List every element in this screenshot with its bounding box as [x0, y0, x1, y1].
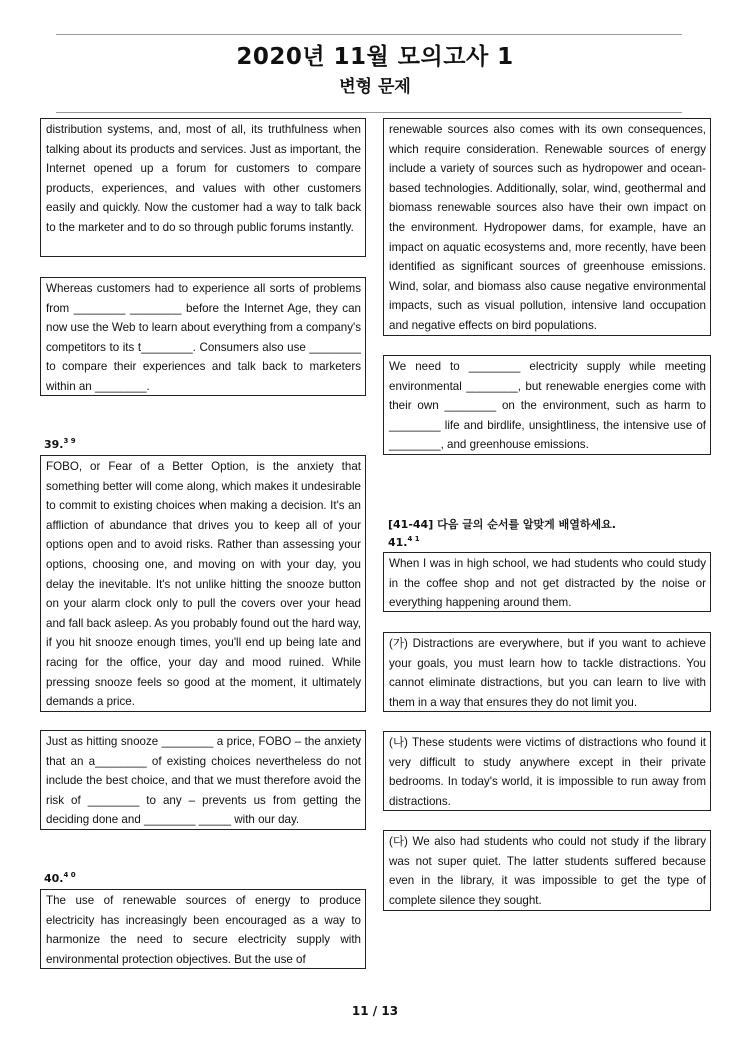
option-text-na: (나) These students were victims of distractions who found it very difficult to study anywhere except in their private bedrooms. In today's world, it is impossible to run away from distractions.	[389, 736, 706, 808]
header-rule	[56, 112, 682, 113]
option-box-da	[383, 830, 711, 911]
question-number-40: 40.$^{4 0}$	[44, 871, 76, 885]
passage-box-continued	[40, 118, 366, 257]
summary-text: Just as hitting snooze ________ a price, FOBO – the anxiety that an a________ of existing choices nevertheless do not include the best choice, and that we must therefore avoid the risk of ________ to any – prevents us from getting the deciding done and ________ _____ with our day.	[46, 735, 361, 827]
option-text-ga: (가) Distractions are everywhere, but if you want to achieve your goals, you must learn how to tackle distractions. You cannot eliminate distractions, but you can learn to live with them in a way that ensures they do not limit you.	[389, 637, 706, 709]
page-number: 11 / 13	[351, 1004, 399, 1018]
passage-text: distribution systems, and, most of all, its truthfulness when talking about its products and services. Just as important, the Internet opened up a forum for customers to compare products, experiences, and values with other customers easily and quickly. Now the customer had a way to talk back to the marketer and to do so through public forums instantly.	[46, 123, 361, 234]
passage-text: The use of renewable sources of energy to produce electricity has increasingly been encouraged as a way to harmonize the need to secure electricity supply with environmental protection objectives. But the use of	[46, 894, 361, 966]
passage-text: FOBO, or Fear of a Better Option, is the anxiety that something better will come along, which makes it undesirable to commit to existing choices when making a decision. It's an affliction of abundance that drives you to keep all of your options open and to avoid risks. Rather than assessing your options, choosing one, and moving on with your day, you delay the inevitable. It's not unlike hitting the snooze button on your alarm clock only to pull the covers over your head and fall back asleep. As you probably found out the hard way, if you hit snooze enough times, you'll end up being late and racing for the office, your day and mood ruined. While pressing snooze feels so good at the moment, it ultimately demands a price.	[46, 460, 361, 709]
instruction-41-44: [41-44] 다음 글의 순서를 알맞게 배열하세요.	[388, 518, 616, 531]
passage-text: renewable sources also comes with its own consequences, which require consideration. Renewable sources of energy include a variety of sources such as hydropower and ocean-based technologies. Additionally, solar, wind, geothermal and biomass renewable sources also have their own impact on the environment. Hydropower dams, for example, have an impact on aquatic ecosystems and, more recently, have been identified as significant sources of greenhouse emissions. Wind, solar, and biomass also cause negative environmental impacts, such as visual pollution, intensive land occupation and negative effects on bird populations.	[389, 123, 706, 332]
summary-text: We need to ________ electricity supply while meeting environmental ________, but renewable energies come with their own ________ on the environment, such as harm to ________ life and birdlife, unsightliness, the intensive use of ________, and greenhouse emissions.	[389, 360, 706, 452]
summary-text: Whereas customers had to experience all sorts of problems from ________ ________ before the Internet Age, they can now use the Web to learn about everything from a company's competitors to its t________. Consumers also use ________ to compare their experiences and talk back to marketers within an ________.	[46, 282, 361, 393]
page-subtitle: 변형 문제	[339, 77, 411, 97]
question-number-41: 41.$^{4 1}$	[388, 535, 420, 549]
intro-box-41	[383, 552, 711, 612]
passage-box-40	[40, 889, 366, 969]
option-box-ga	[383, 632, 711, 712]
summary-box	[40, 277, 366, 396]
top-rule	[56, 34, 682, 35]
option-box-na	[383, 731, 711, 811]
option-text-da: (다) We also had students who could not study if the library was not super quiet. The latter students suffered because even in the library, it was impossible to get the type of complete silence they sought.	[389, 835, 706, 907]
question-number-39: 39.$^{3 9}$	[44, 437, 76, 451]
summary-box-39	[40, 730, 366, 830]
passage-box-40-continued	[383, 118, 711, 336]
intro-text: When I was in high school, we had students who could study in the coffee shop and not get distracted by the noise or everything happening around them.	[389, 557, 706, 610]
summary-box-40	[383, 355, 711, 455]
page-title: 2020년 11월 모의고사 1	[236, 44, 514, 70]
passage-box-39	[40, 455, 366, 712]
